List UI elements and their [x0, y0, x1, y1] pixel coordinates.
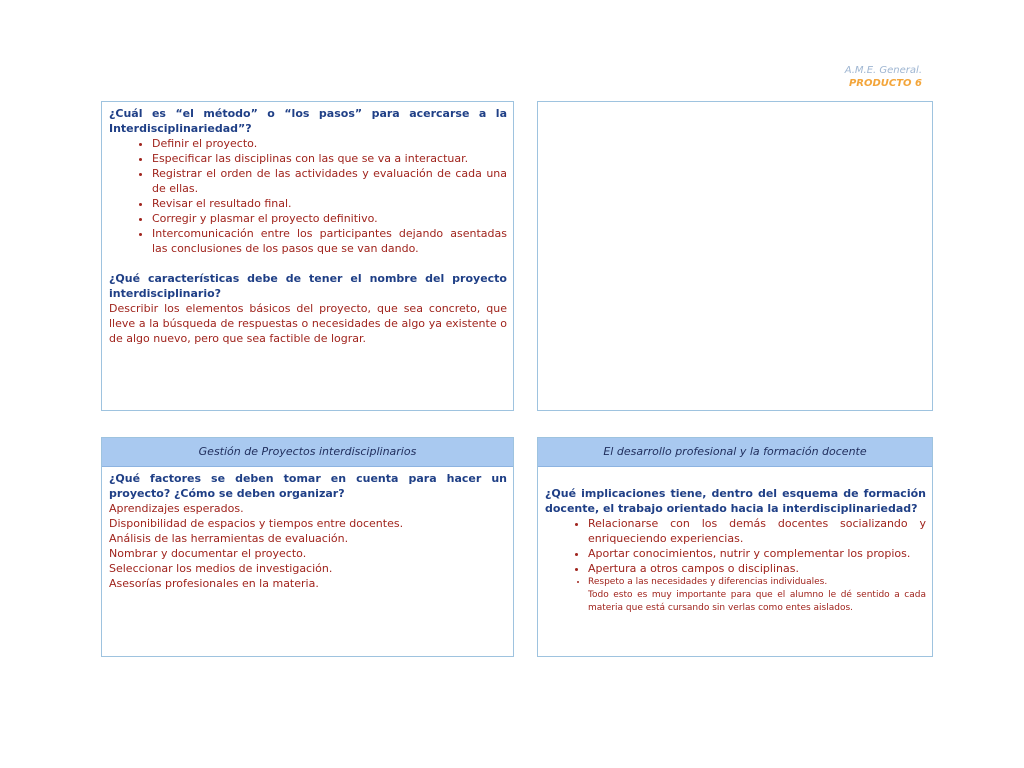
method-box [101, 101, 514, 411]
factors-question: ¿Qué factores se deben tomar en cuenta para hacer un proyecto? ¿Cómo se deben organizar? [109, 472, 507, 500]
list-item: • Especificar las disciplinas con las que se va a interactuar. [152, 151, 507, 166]
list-item: • Revisar el resultado final. [152, 196, 507, 211]
implications-question: ¿Qué implicaciones tiene, dentro del esquema de formación docente, el trabajo orientado hacia la interdisciplinariedad? [545, 487, 926, 515]
project-management-heading: Gestión de Proyectos interdisciplinarios [102, 438, 513, 467]
list-item: • Relacionarse con los demás docentes socializando y enriqueciendo experiencias. [588, 516, 926, 546]
name-question: ¿Qué características debe de tener el nombre del proyecto interdisciplinario? [109, 272, 507, 300]
header-subtitle: PRODUCTO 6 [848, 78, 922, 89]
list-item: Asesorías profesionales en la materia. [109, 577, 319, 590]
list-item: • Registrar el orden de las actividades y evaluación de cada una de ellas. [152, 166, 507, 196]
method-steps-list [109, 136, 507, 256]
teacher-development-box [537, 437, 933, 657]
list-item: Nombrar y documentar el proyecto. [109, 547, 307, 560]
document-header [845, 64, 922, 90]
factors-list [109, 501, 507, 591]
list-item: • Aportar conocimientos, nutrir y complementar los propios. [588, 546, 926, 561]
list-item: • Corregir y plasmar el proyecto definitivo. [152, 211, 507, 226]
teacher-development-heading: El desarrollo profesional y la formación docente [538, 438, 932, 467]
list-item: Disponibilidad de espacios y tiempos entre docentes. [109, 517, 404, 530]
list-item: • Intercomunicación entre los participantes dejando asentadas las conclusiones de los pasos que se van dando. [152, 226, 507, 256]
empty-box [537, 101, 933, 411]
list-item: Aprendizajes esperados. [109, 502, 244, 515]
list-item: Seleccionar los medios de investigación. [109, 562, 333, 575]
list-item: Análisis de las herramientas de evaluación. [109, 532, 349, 545]
header-title: A.M.E. General. [844, 65, 922, 76]
list-item: • Definir el proyecto. [152, 136, 507, 151]
list-item [588, 576, 926, 615]
project-management-box [101, 437, 514, 657]
implications-list [545, 516, 926, 615]
method-question: ¿Cuál es “el método” o “los pasos” para acercarse a la Interdisciplinariedad”? [109, 107, 507, 135]
closing-note: Todo esto es muy importante para que el alumno le dé sentido a cada materia que está cursando sin verlas como entes aislados. [588, 590, 926, 613]
respect-item: Respeto a las necesidades y diferencias individuales. [588, 577, 828, 587]
name-answer: Describir los elementos básicos del proyecto, que sea concreto, que lleve a la búsqueda de respuestas o necesidades de algo ya existente o de algo nuevo, pero que sea factible de lograr. [109, 302, 507, 345]
list-item: • Apertura a otros campos o disciplinas. [588, 561, 926, 576]
